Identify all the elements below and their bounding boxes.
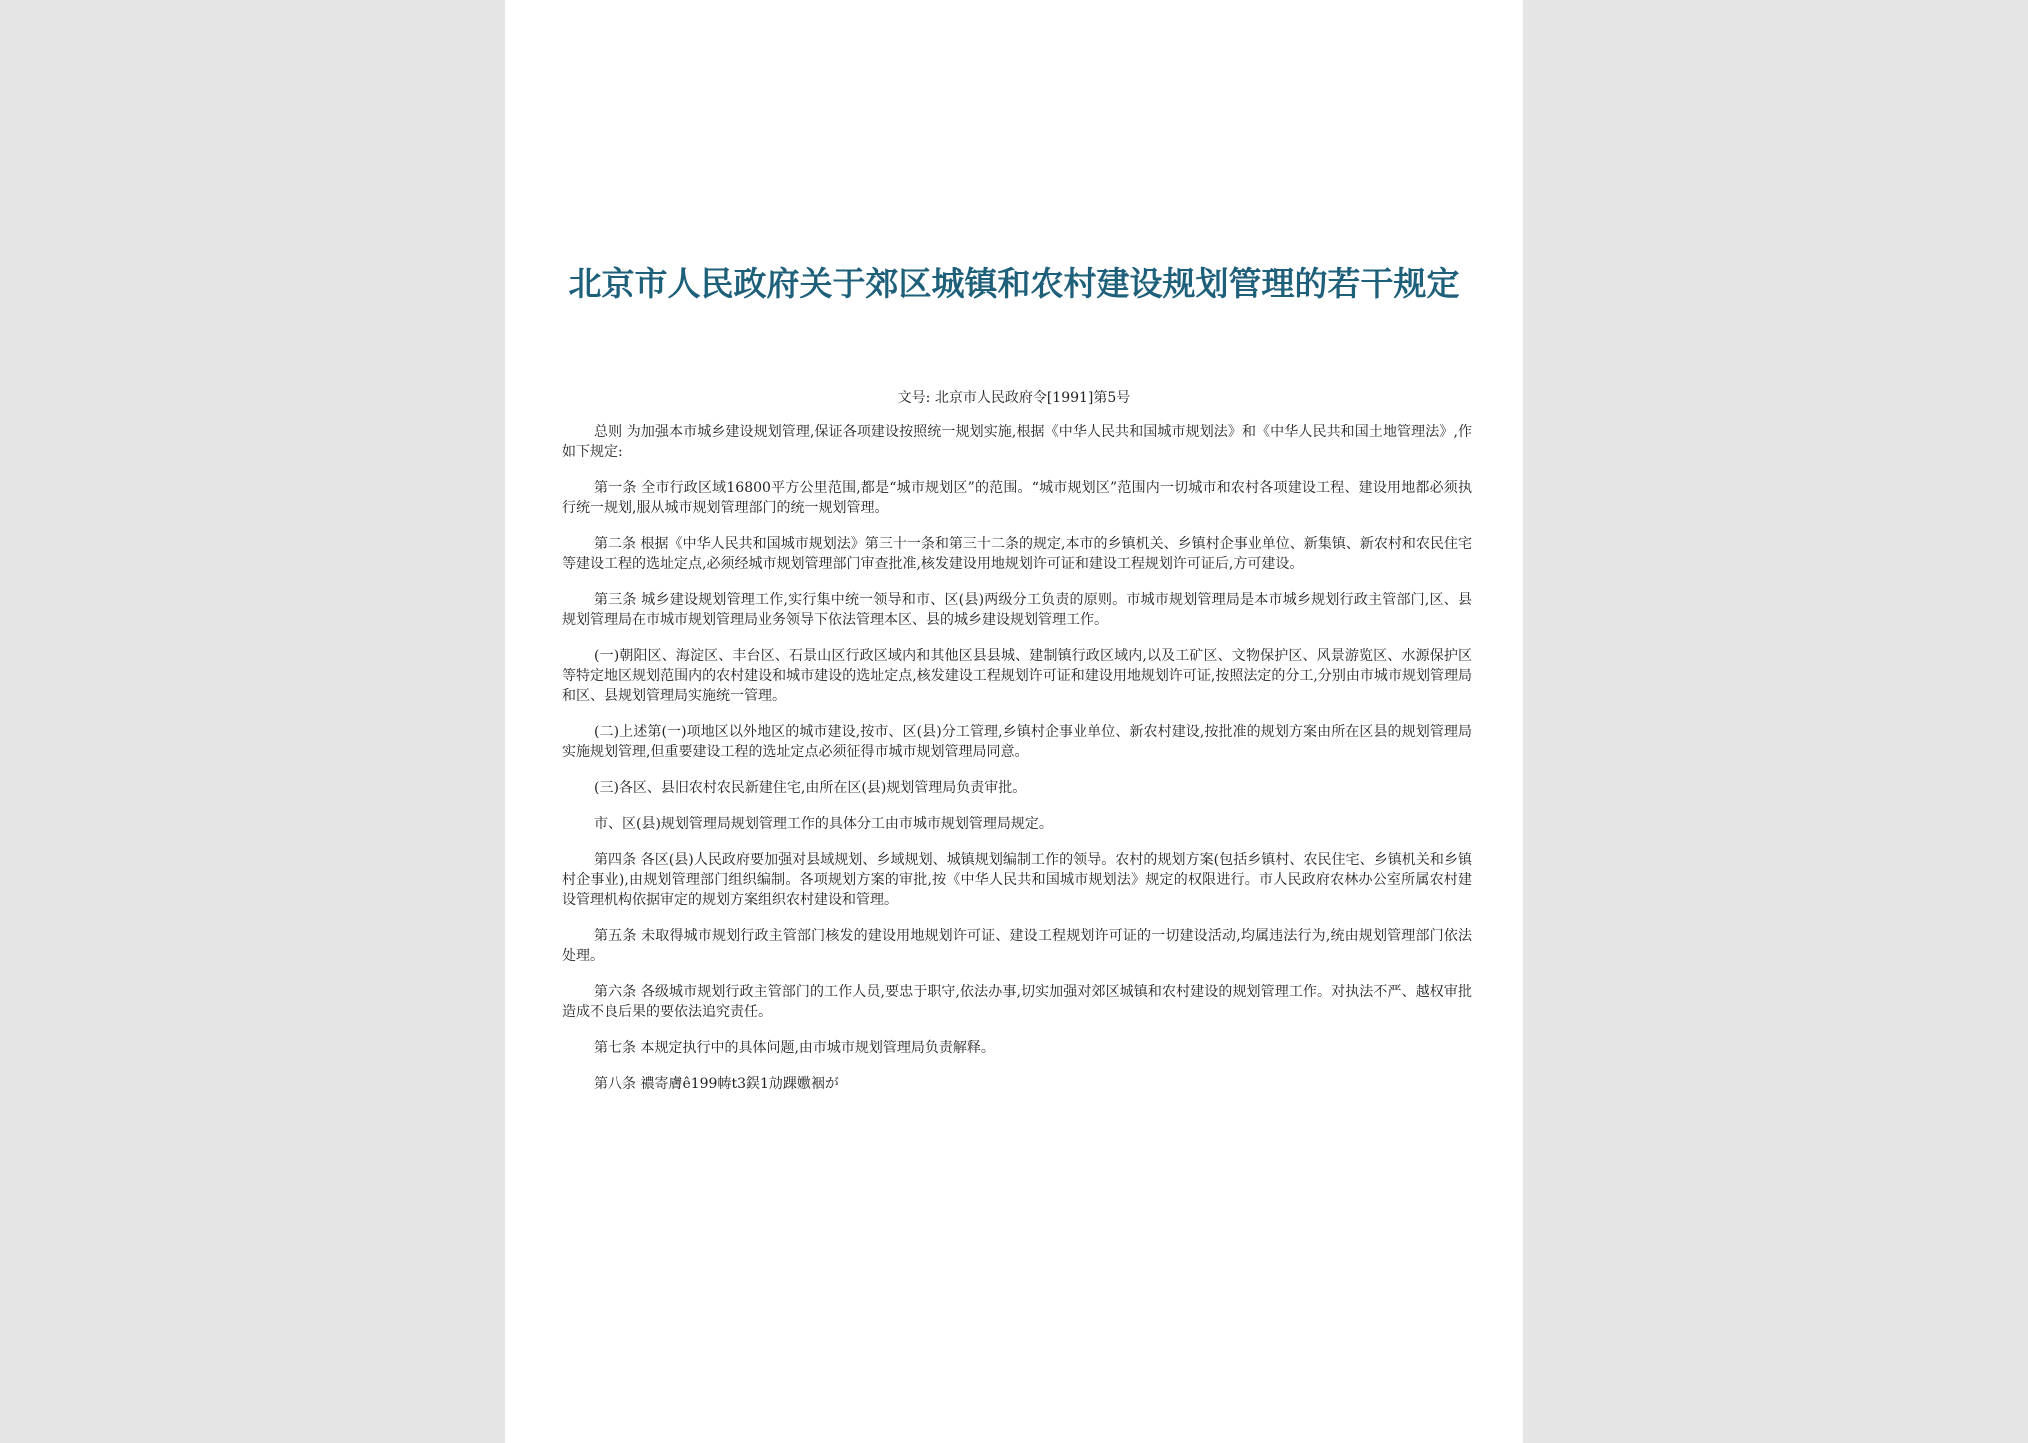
paragraph-article-3-item-3: (三)各区、县旧农村农民新建住宅,由所在区(县)规划管理局负责审批。 [594, 780, 1027, 796]
document-number: 文号: 北京市人民政府令[1991]第5号 [897, 390, 1131, 406]
paragraph-article-7: 第七条 本规定执行中的具体问题,由市城市规划管理局负责解释。 [594, 1040, 995, 1056]
document-page [505, 0, 1523, 1443]
paragraph-article-8: 第八条 禯寄膚ê199帱t3鋘1劥踝嫐裀が [594, 1076, 839, 1092]
paragraph-article-1: 第一条 全市行政区域16800平方公里范围,都是“城市规划区”的范围。“城市规划区”范围内一切城市和农村各项建设工程、建设用地都必须执行统一规划,服从城市规划管理部门的统一规划管理。 [562, 480, 1472, 516]
document-body [562, 422, 1472, 1110]
paragraph-article-4: 第四条 各区(县)人民政府要加强对县域规划、乡域规划、城镇规划编制工作的领导。农村的规划方案(包括乡镇村、农民住宅、乡镇机关和乡镇村企事业),由规划管理部门组织编制。各项规划方案的审批,按《中华人民共和国城市规划法》规定的权限进行。市人民政府农林办公室所属农村建设管理机构依据审定的规划方案组织农村建设和管理。 [562, 852, 1472, 908]
document-title: 北京市人民政府关于郊区城镇和农村建设规划管理的若干规定 [568, 264, 1460, 303]
paragraph-article-3-item-1: (一)朝阳区、海淀区、丰台区、石景山区行政区域内和其他区县县城、建制镇行政区域内,以及工矿区、文物保护区、风景游览区、水源保护区等特定地区规划范围内的农村建设和城市建设的选址定点,核发建设工程规划许可证和建设用地规划许可证,按照法定的分工,分别由市城市规划管理局和区、县规划管理局实施统一管理。 [562, 648, 1472, 704]
paragraph-article-3-item-2: (二)上述第(一)项地区以外地区的城市建设,按市、区(县)分工管理,乡镇村企事业单位、新农村建设,按批准的规划方案由所在区县的规划管理局实施规划管理,但重要建设工程的选址定点必须征得市城市规划管理局同意。 [562, 724, 1472, 760]
paragraph-article-6: 第六条 各级城市规划行政主管部门的工作人员,要忠于职守,依法办事,切实加强对郊区城镇和农村建设的规划管理工作。对执法不严、越权审批造成不良后果的要依法追究责任。 [562, 984, 1472, 1020]
paragraph-article-5: 第五条 未取得城市规划行政主管部门核发的建设用地规划许可证、建设工程规划许可证的一切建设活动,均属违法行为,统由规划管理部门依法处理。 [562, 928, 1472, 964]
paragraph-article-2: 第二条 根据《中华人民共和国城市规划法》第三十一条和第三十二条的规定,本市的乡镇机关、乡镇村企事业单位、新集镇、新农村和农民住宅等建设工程的选址定点,必须经城市规划管理部门审查批准,核发建设用地规划许可证和建设工程规划许可证后,方可建设。 [562, 536, 1472, 572]
paragraph-article-3: 第三条 城乡建设规划管理工作,实行集中统一领导和市、区(县)两级分工负责的原则。市城市规划管理局是本市城乡规划行政主管部门,区、县规划管理局在市城市规划管理局业务领导下依法管理本区、县的城乡建设规划管理工作。 [562, 592, 1472, 628]
paragraph-general-provisions: 总则 为加强本市城乡建设规划管理,保证各项建设按照统一规划实施,根据《中华人民共和国城市规划法》和《中华人民共和国土地管理法》,作如下规定: [562, 424, 1472, 460]
paragraph-article-3-note: 市、区(县)规划管理局规划管理工作的具体分工由市城市规划管理局规定。 [594, 816, 1053, 832]
